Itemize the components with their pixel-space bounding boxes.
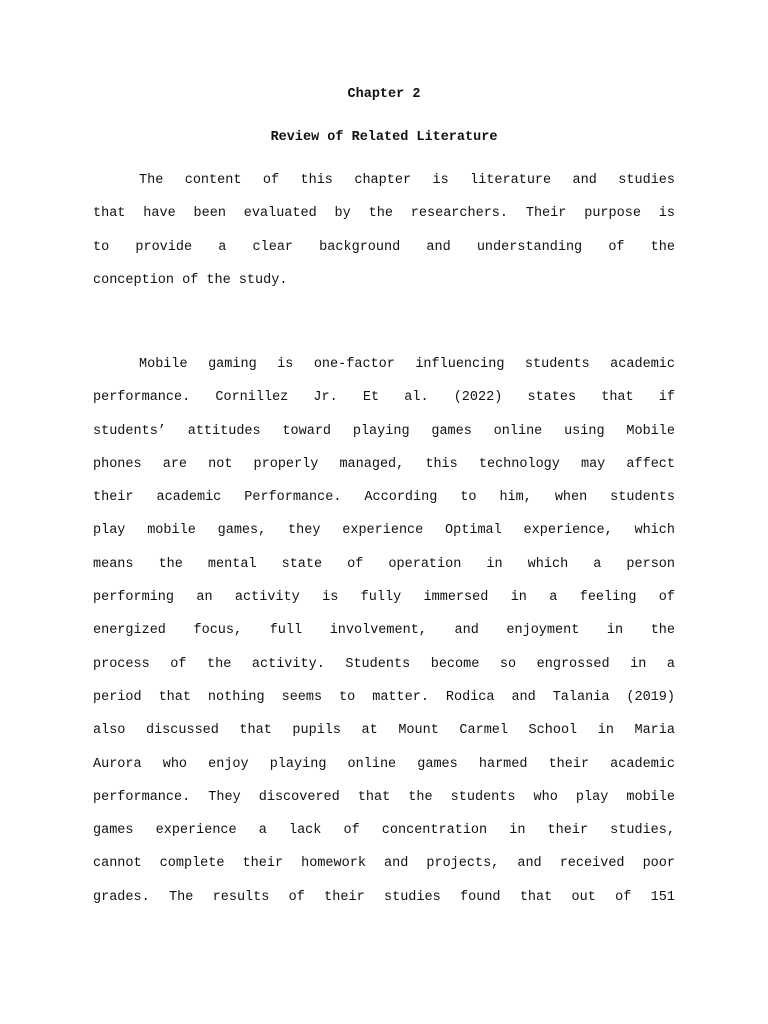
paragraph-line: energized focus, full involvement, and enjoyment in the — [93, 623, 675, 639]
paragraph-line: cannot complete their homework and projects, and received poor — [93, 856, 675, 872]
paragraph-line: The content of this chapter is literature and studies — [139, 173, 675, 188]
paragraph-line: performance. Cornillez Jr. Et al. (2022) states that if — [93, 390, 675, 406]
paragraph-line: their academic Performance. According to him, when students — [93, 490, 675, 506]
paragraph-line: students’ attitudes toward playing games online using Mobile — [93, 423, 675, 439]
paragraph-line: games experience a lack of concentration in their studies, — [93, 823, 675, 839]
paragraph-line: that have been evaluated by the researchers. Their purpose is — [93, 206, 675, 222]
paragraph-line: also discussed that pupils at Mount Carmel School in Maria — [93, 723, 675, 739]
paragraph-line: process of the activity. Students become so engrossed in a — [93, 656, 675, 672]
paragraph-line: grades. The results of their studies found that out of 151 — [93, 889, 675, 905]
paragraph-line: to provide a clear background and understanding of the — [93, 239, 675, 255]
paragraph-line: period that nothing seems to matter. Rodica and Talania (2019) — [93, 689, 675, 705]
paragraph-line: conception of the study. — [93, 272, 288, 288]
section-title: Review of Related Literature — [270, 130, 498, 145]
paragraph-line: play mobile games, they experience Optimal experience, which — [93, 523, 675, 539]
paragraph-line: performance. They discovered that the students who play mobile — [93, 789, 675, 805]
paragraph-mobile-gaming — [93, 357, 675, 923]
paragraph-line: performing an activity is fully immersed in a feeling of — [93, 590, 675, 606]
paragraph-line: phones are not properly managed, this technology may affect — [93, 456, 675, 472]
paragraph-line: Aurora who enjoy playing online games harmed their academic — [93, 756, 675, 772]
paragraph-intro — [93, 173, 675, 306]
chapter-heading: Chapter 2 — [347, 87, 421, 102]
paragraph-line: Mobile gaming is one-factor influencing students academic — [139, 357, 675, 372]
paragraph-line: means the mental state of operation in which a person — [93, 556, 675, 572]
